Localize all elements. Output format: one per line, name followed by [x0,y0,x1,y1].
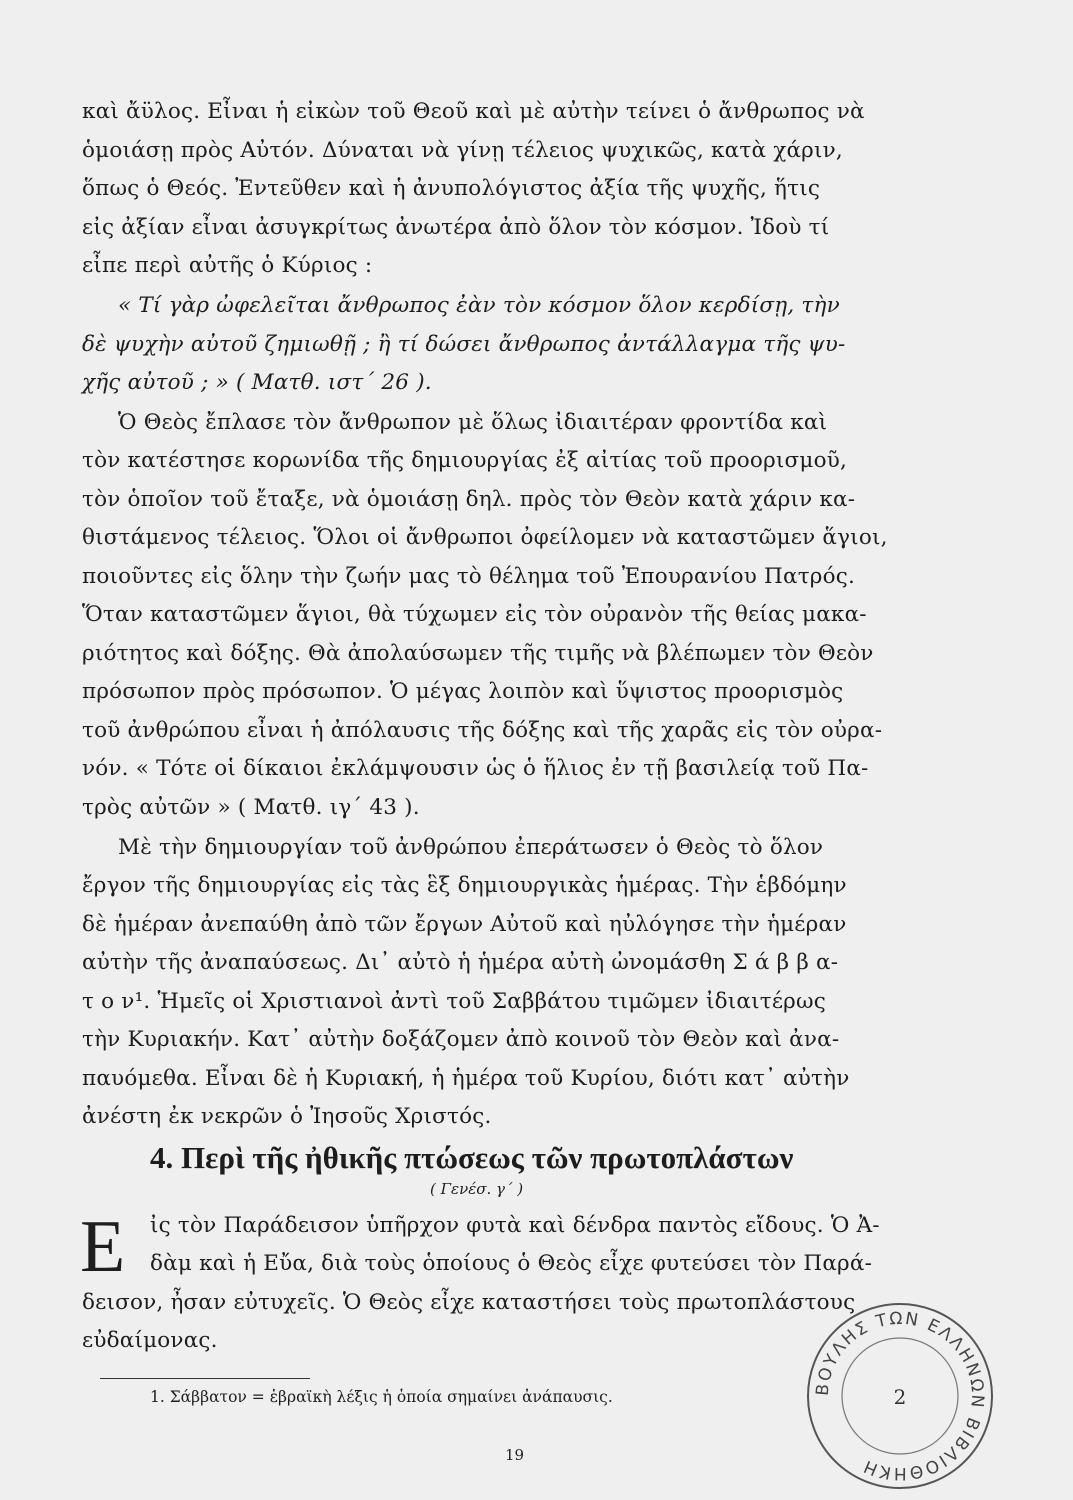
quote-line: « Τί γὰρ ὠφελεῖται ἄνθρωπος ἐὰν τὸν κόσμον ὅλον κερδίσῃ, τὴν [118,293,840,318]
text-line: νόν. « Τότε οἱ δίκαιοι ἐκλάμψουσιν ὡς ὁ ἥλιος ἐν τῇ βασιλείᾳ τοῦ Πα- [82,756,869,781]
stamp-ring-text: ΒΟΥΛΗΣ ΤΩΝ ΕΛΛΗΝΩΝ ΒΙΒΛΙΟΘΗΚΗ [812,1308,988,1484]
text-line: δὲ ἡμέραν ἀνεπαύθη ἀπὸ τῶν ἔργων Αὐτοῦ καὶ ηὐλόγησε τὴν ἡμέραν [82,912,847,937]
text-line: εἶπε περὶ αὐτῆς ὁ Κύριος : [82,253,373,278]
section-line: δεισον, ἦσαν εὐτυχεῖς. Ὁ Θεὸς εἶχε καταστήσει τοὺς πρωτοπλάστους [82,1290,856,1315]
drop-cap: E [80,1206,126,1288]
text-line: τοῦ ἀνθρώπου εἶναι ἡ ἀπόλαυσις τῆς δόξης καὶ τῆς χαρᾶς εἰς τὸν οὐρα- [82,718,883,743]
section-line: εὐδαίμονας. [82,1328,218,1353]
text-line: Ὁ Θεὸς ἔπλασε τὸν ἄνθρωπον μὲ ὅλως ἰδιαιτέραν φροντίδα καὶ [118,410,828,435]
text-line: Ὅταν καταστῶμεν ἅγιοι, θὰ τύχωμεν εἰς τὸν οὐρανὸν τῆς θείας μακα- [82,602,867,627]
text-line: εἰς ἀξίαν εἶναι ἀσυγκρίτως ἀνωτέρα ἀπὸ ὅλον τὸν κόσμον. Ἰδοὺ τί [82,215,830,240]
footnote: 1. Σάββατον = ἑβραϊκὴ λέξις ἡ ὁποία σημαίνει ἀνάπαυσις. [150,1388,613,1406]
text-line: πρόσωπον πρὸς πρόσωπον. Ὁ μέγας λοιπὸν καὶ ὕψιστος προορισμὸς [82,679,844,704]
text-line: θιστάμενος τέλειος. Ὅλοι οἱ ἄνθρωποι ὀφείλομεν νὰ καταστῶμεν ἅγιοι, [82,525,888,550]
footnote-rule [100,1378,310,1379]
text-line: αὐτὴν τῆς ἀναπαύσεως. Δι᾽ αὐτὸ ἡ ἡμέρα αὐτὴ ὠνομάσθη Σ ά β β α- [82,950,839,975]
text-line: παυόμεθα. Εἶναι δὲ ἡ Κυριακή, ἡ ἡμέρα τοῦ Κυρίου, διότι κατ᾽ αὐτὴν [82,1066,850,1091]
text-line: καὶ ἄϋλος. Εἶναι ἡ εἰκὼν τοῦ Θεοῦ καὶ μὲ αὐτὴν τείνει ὁ ἄνθρωπος νὰ [82,99,865,124]
section-line: ἰς τὸν Παράδεισον ὑπῆρχον φυτὰ καὶ δένδρα παντὸς εἴδους. Ὁ Ἀ- [150,1213,880,1238]
text-line: ὁμοιάσῃ πρὸς Αὐτόν. Δύναται νὰ γίνῃ τέλειος ψυχικῶς, κατὰ χάριν, [82,138,843,163]
text-line: ποιοῦντες εἰς ὅλην τὴν ζωήν μας τὸ θέλημα τοῦ Ἐπουρανίου Πατρός. [82,564,856,589]
text-line: ἔργον τῆς δημιουργίας εἰς τὰς ἓξ δημιουργικὰς ἡμέρας. Τὴν ἑβδόμην [82,873,847,898]
text-line: τὸν κατέστησε κορωνίδα τῆς δημιουργίας ἐξ αἰτίας τοῦ προορισμοῦ, [82,448,848,473]
quote-line: χῆς αὐτοῦ ; » ( Ματθ. ιστ΄ 26 ). [82,370,432,395]
section-heading: 4. Περὶ τῆς ἠθικῆς πτώσεως τῶν πρωτοπλάστων [150,1140,794,1175]
section-reference: ( Γενέσ. γ΄ ) [430,1180,524,1198]
text-line: τ ο ν¹. Ἡμεῖς οἱ Χριστιανοὶ ἀντὶ τοῦ Σαββάτου τιμῶμεν ἰδιαιτέρως [82,989,826,1014]
text-line: ἀνέστη ἐκ νεκρῶν ὁ Ἰησοῦς Χριστός. [82,1104,492,1129]
text-line: τὴν Κυριακήν. Κατ᾽ αὐτὴν δοξάζομεν ἀπὸ κοινοῦ τὸν Θεὸν καὶ ἀνα- [82,1027,840,1052]
text-line: τρὸς αὐτῶν » ( Ματθ. ιγ΄ 43 ). [82,795,420,820]
library-stamp-icon [800,1296,1000,1496]
text-line: ριότητος καὶ δόξης. Θὰ ἀπολαύσωμεν τῆς τιμῆς νὰ βλέπωμεν τὸν Θεὸν [82,641,874,666]
section-line: δὰμ καὶ ἡ Εὔα, διὰ τοὺς ὁποίους ὁ Θεὸς εἶχε φυτεύσει τὸν Παρά- [150,1251,873,1276]
text-line: τὸν ὁποῖον τοῦ ἔταξε, νὰ ὁμοιάσῃ δηλ. πρὸς τὸν Θεὸν κατὰ χάριν κα- [82,487,856,512]
quote-line: δὲ ψυχὴν αὐτοῦ ζημιωθῇ ; ἢ τί δώσει ἄνθρωπος ἀντάλλαγμα τῆς ψυ- [82,332,846,357]
page-number: 19 [505,1446,525,1464]
stamp-center-text: 2 [893,1385,907,1409]
text-line: Μὲ τὴν δημιουργίαν τοῦ ἀνθρώπου ἐπεράτωσεν ὁ Θεὸς τὸ ὅλον [118,835,824,860]
text-line: ὅπως ὁ Θεός. Ἐντεῦθεν καὶ ἡ ἀνυπολόγιστος ἀξία τῆς ψυχῆς, ἥτις [82,176,821,201]
